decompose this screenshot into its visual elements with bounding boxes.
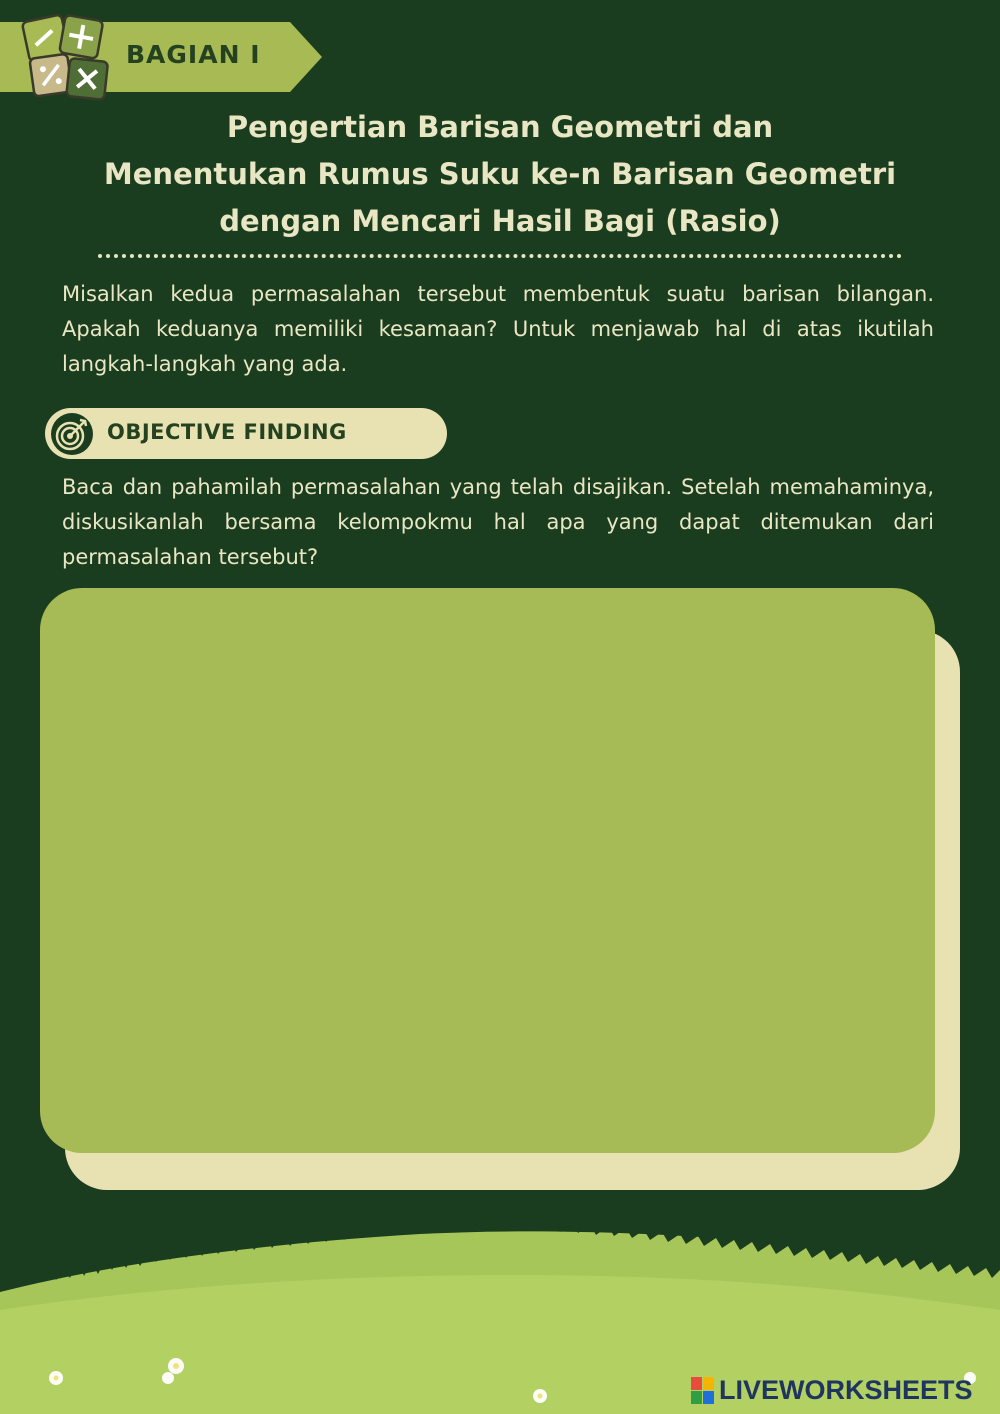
- liveworksheets-watermark: [691, 1375, 973, 1406]
- watermark-text: LIVEWORKSHEETS: [719, 1375, 973, 1405]
- page-title: [40, 104, 960, 245]
- title-line-2: Menentukan Rumus Suku ke-n Barisan Geometri: [103, 157, 897, 191]
- intro-paragraph: Misalkan kedua permasalahan tersebut membentuk suatu barisan bilangan. Apakah keduanya memiliki kesamaan? Untuk menjawab hal di atas ikutilah langkah-langkah yang ada.: [62, 282, 934, 376]
- objective-finding-label: OBJECTIVE FINDING: [107, 420, 347, 444]
- objective-paragraph: Baca dan pahamilah permasalahan yang telah disajikan. Setelah memahaminya, diskusikanlah bersama kelompokmu hal apa yang dapat ditemukan dari permasalahan tersebut?: [62, 475, 934, 569]
- title-line-1: Pengertian Barisan Geometri dan: [226, 110, 774, 144]
- target-icon: [49, 411, 95, 457]
- liveworksheets-logo: [691, 1377, 715, 1405]
- dotted-divider: [98, 254, 902, 258]
- title-line-3: dengan Mencari Hasil Bagi (Rasio): [219, 204, 781, 238]
- section-tag-label: BAGIAN I: [126, 40, 261, 69]
- math-operators-icon: [18, 10, 118, 106]
- objective-finding-badge: [45, 408, 447, 459]
- answer-text-box[interactable]: [40, 588, 935, 1153]
